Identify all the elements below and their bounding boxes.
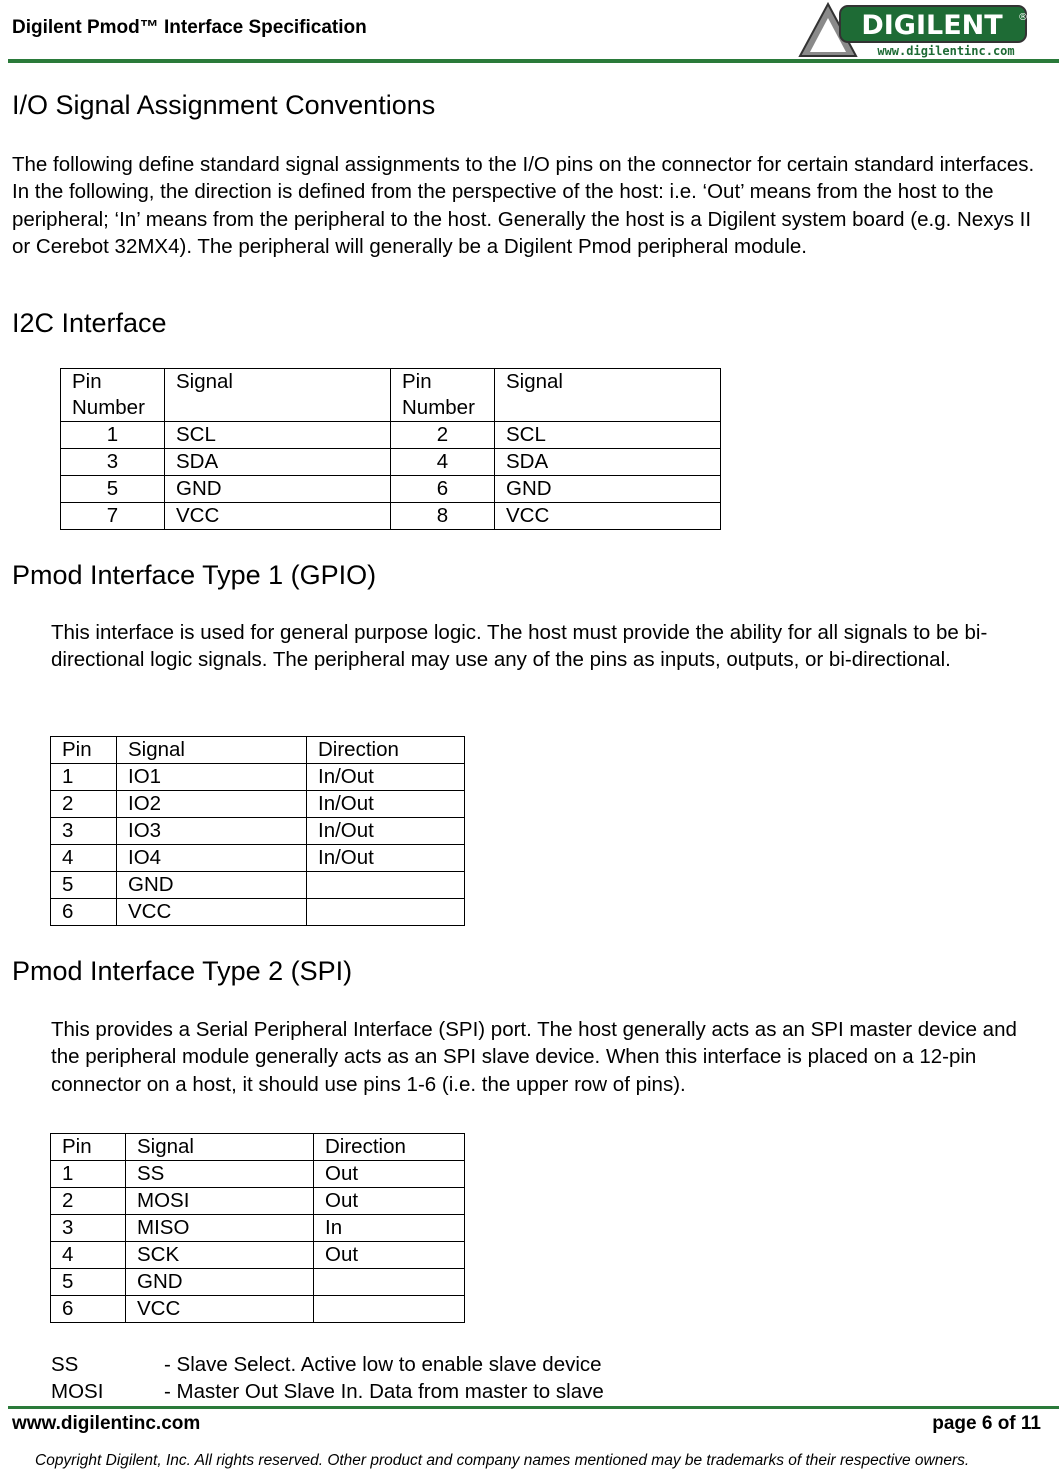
pin-cell: 4 [51,1242,126,1269]
table-row [51,1161,465,1188]
page-number: page 6 of 11 [932,1413,1041,1434]
pin-cell: 5 [51,1269,126,1296]
copyright-notice: Copyright Digilent, Inc. All rights reserved. Other product and company names mentioned may be trademarks of their respective owners. [35,1452,970,1469]
pin-cell: 5 [61,476,165,503]
pin-cell: 6 [51,899,117,926]
section-title-spi: Pmod Interface Type 2 (SPI) [12,956,353,986]
logo-url: www.digilentinc.com [877,44,1015,58]
pin-cell: 4 [391,449,495,476]
table-header-row [51,1134,465,1161]
signal-cell: VCC [495,503,721,530]
table-row [51,791,465,818]
direction-cell [314,1269,465,1296]
signal-cell: IO4 [117,845,307,872]
table-row [51,1188,465,1215]
pin-cell: 1 [61,422,165,449]
pin-cell: 3 [51,1215,126,1242]
header-pin: Pin [51,1134,126,1161]
spi-pin-table [50,1133,465,1323]
direction-cell: In/Out [307,845,465,872]
pin-cell: 8 [391,503,495,530]
direction-cell: Out [314,1242,465,1269]
signal-cell: MOSI [126,1188,314,1215]
table-row [51,764,465,791]
header-signal: Signal [495,369,721,422]
pin-cell: 2 [391,422,495,449]
header-direction: Direction [314,1134,465,1161]
signal-cell: IO1 [117,764,307,791]
signal-cell: GND [495,476,721,503]
pin-cell: 6 [391,476,495,503]
signal-cell: SDA [165,449,391,476]
table-header-row [61,369,721,422]
header-pin-number: Pin Number [61,369,165,422]
direction-cell: In/Out [307,791,465,818]
i2c-pin-table [60,368,721,530]
pin-cell: 5 [51,872,117,899]
pin-cell: 2 [51,1188,126,1215]
table-row [51,1242,465,1269]
table-row [51,899,465,926]
pin-cell: 1 [51,764,117,791]
signal-cell: IO3 [117,818,307,845]
pin-cell: 6 [51,1296,126,1323]
header-signal: Signal [126,1134,314,1161]
signal-cell: SCL [165,422,391,449]
signal-cell: VCC [117,899,307,926]
io-conventions-paragraph: The following define standard signal assignments to the I/O pins on the connector for certain standard interfaces. In the following, the direction is defined from the perspective of the host: i.e. ‘Out’ means from the host to the peripheral; ‘In’ means from the peripheral to the host. Generally the host is a Digilent system board (e.g. Nexys II or Cerebot 32MX4). The peripheral will generally be a Digilent Pmod peripheral module. [12,153,1035,259]
footer-rule [8,1406,1059,1409]
table-header-row [51,737,465,764]
definition-text-ss: - Slave Select. Active low to enable slave device [164,1353,602,1376]
section-title-io-conventions: I/O Signal Assignment Conventions [12,90,436,120]
pin-cell: 4 [51,845,117,872]
section-title-gpio: Pmod Interface Type 1 (GPIO) [12,560,377,590]
direction-cell: Out [314,1188,465,1215]
section-title-i2c: I2C Interface [12,308,167,338]
signal-cell: IO2 [117,791,307,818]
signal-cell: SCK [126,1242,314,1269]
document-title: Digilent Pmod™ Interface Specification [12,17,367,38]
table-row [51,1269,465,1296]
direction-cell: In/Out [307,764,465,791]
gpio-pin-table [50,736,465,926]
header-signal: Signal [117,737,307,764]
direction-cell: Out [314,1161,465,1188]
spi-paragraph: This provides a Serial Peripheral Interface (SPI) port. The host generally acts as an SPI master device and the peripheral module generally acts as an SPI slave device. When this interface is placed on a 12-pin connector on a host, it should use pins 1-6 (i.e. the upper row of pins). [51,1018,1017,1096]
header-signal: Signal [165,369,391,422]
signal-cell: SDA [495,449,721,476]
definition-term-ss: SS [51,1353,79,1376]
table-row [61,503,721,530]
signal-cell: GND [126,1269,314,1296]
signal-cell: SCL [495,422,721,449]
header-pin-number: Pin Number [391,369,495,422]
header-direction: Direction [307,737,465,764]
table-row [61,476,721,503]
digilent-logo [796,2,1032,58]
pin-cell: 3 [51,818,117,845]
definition-text-mosi: - Master Out Slave In. Data from master to slave [164,1380,604,1403]
signal-cell: SS [126,1161,314,1188]
signal-cell: MISO [126,1215,314,1242]
signal-cell: VCC [165,503,391,530]
table-row [61,422,721,449]
table-row [61,449,721,476]
logo-registered-mark: ® [1018,12,1028,23]
footer-url[interactable]: www.digilentinc.com [12,1413,201,1434]
header-rule [8,59,1059,63]
logo-wordmark: DIGILENT [861,10,1003,41]
table-row [51,1296,465,1323]
signal-cell: GND [165,476,391,503]
direction-cell: In [314,1215,465,1242]
pin-cell: 3 [61,449,165,476]
signal-cell: GND [117,872,307,899]
direction-cell: In/Out [307,818,465,845]
gpio-paragraph: This interface is used for general purpose logic. The host must provide the ability for all signals to be bi-directional logic signals. The peripheral may use any of the pins as inputs, outputs, or bi-directional. [51,621,988,672]
pin-cell: 7 [61,503,165,530]
table-row [51,845,465,872]
pin-cell: 2 [51,791,117,818]
pin-cell: 1 [51,1161,126,1188]
signal-cell: VCC [126,1296,314,1323]
direction-cell [314,1296,465,1323]
table-row [51,818,465,845]
table-row [51,872,465,899]
definition-term-mosi: MOSI [51,1380,104,1403]
table-row [51,1215,465,1242]
direction-cell [307,899,465,926]
header-pin: Pin [51,737,117,764]
direction-cell [307,872,465,899]
